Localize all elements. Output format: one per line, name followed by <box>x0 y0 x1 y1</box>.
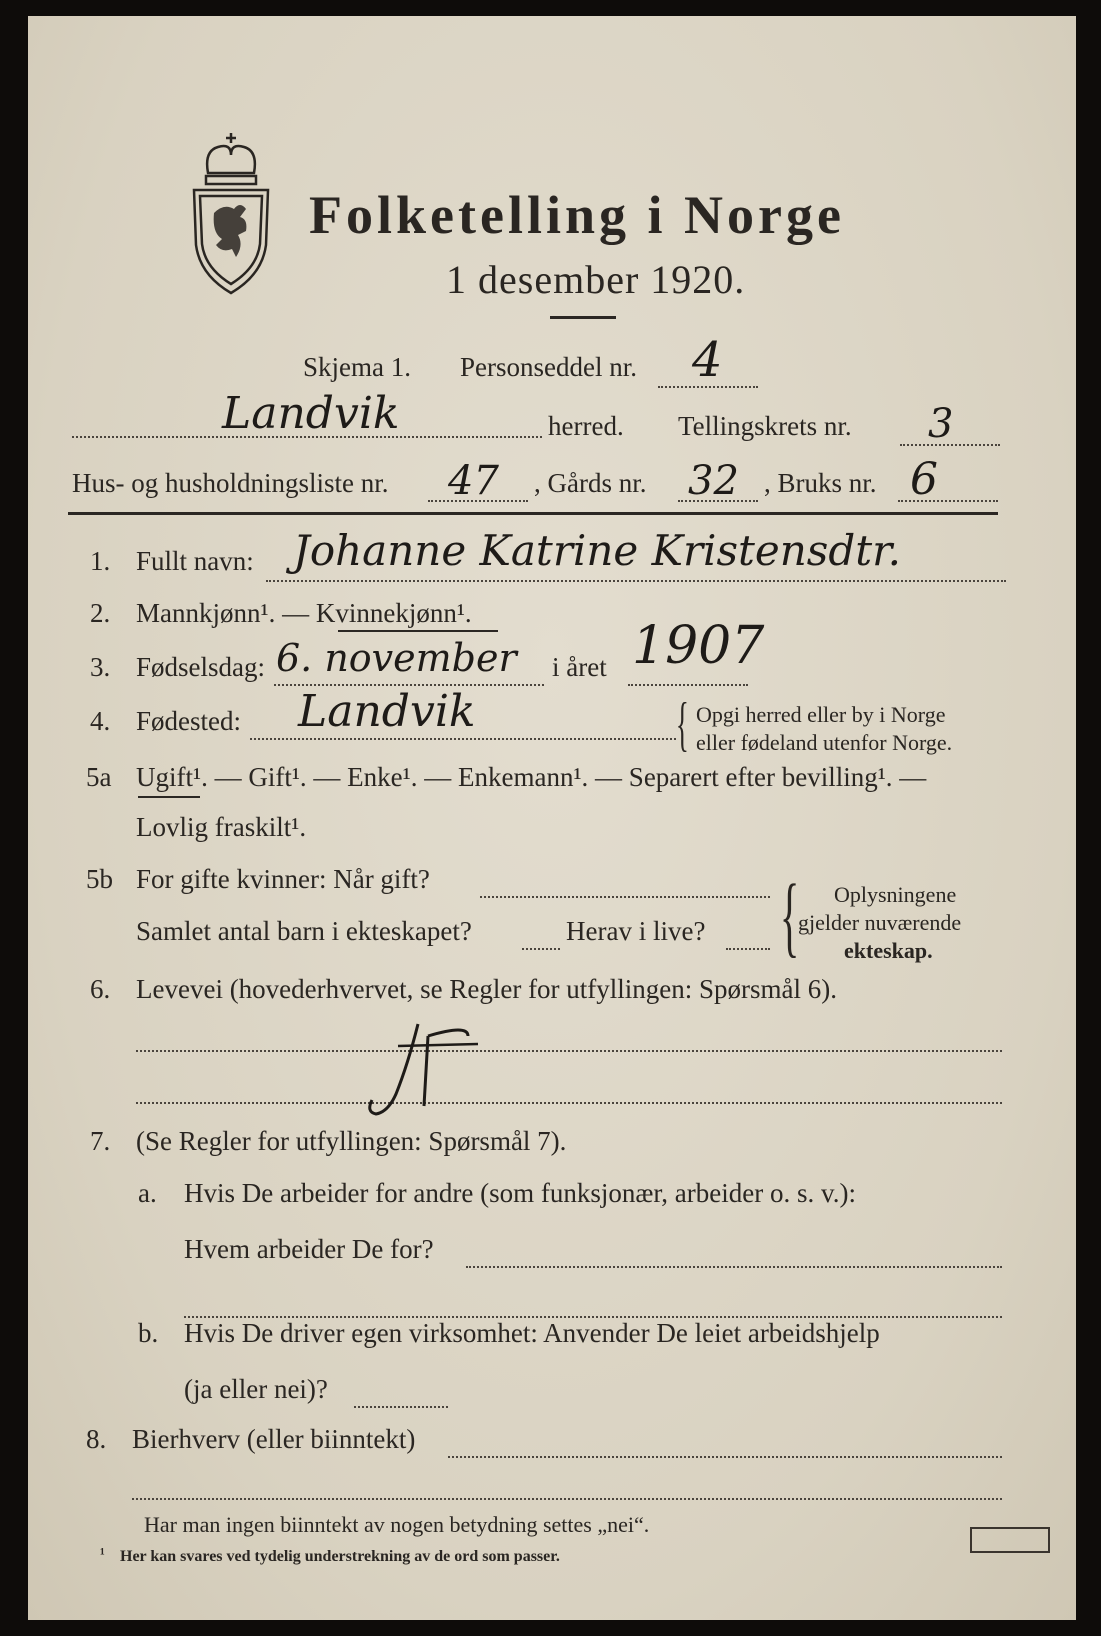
q3-year-label: i året <box>552 652 607 682</box>
norway-coat-of-arms-icon <box>186 128 276 298</box>
q6-label: Levevei (hovederhvervet, se Regler for utfyllingen: Spørsmål 6). <box>136 974 838 1004</box>
footnote-mark: ¹ <box>100 1546 105 1563</box>
herred-label: herred. <box>548 411 624 441</box>
q4-note-line1: Opgi herred eller by i Norge <box>696 702 946 727</box>
tellingskrets-label: Tellingskrets nr. <box>678 411 852 441</box>
q3-value: 6. november <box>276 636 517 680</box>
q4-value: Landvik <box>298 686 476 737</box>
biinntekt-note: Har man ingen biinntekt av nogen betydning settes „nei“. <box>144 1512 650 1537</box>
q4-line <box>250 738 676 740</box>
q3-year-line <box>628 684 748 686</box>
q7a-letter: a. <box>138 1178 157 1208</box>
gards-label: , Gårds nr. <box>534 468 647 498</box>
q5a-number: 5a <box>86 762 112 792</box>
q4-label: Fødested: <box>136 706 241 736</box>
printer-stamp <box>970 1527 1050 1553</box>
footnote: Her kan svares ved tydelig understrekning av de ord som passer. <box>120 1548 560 1565</box>
q2-number: 2. <box>90 598 111 628</box>
q7a-employer-label: Hvem arbeider De for? <box>184 1234 434 1264</box>
q1-label: Fullt navn: <box>136 546 254 576</box>
q5b-brace: { <box>779 867 800 966</box>
q7b-answer-line <box>354 1406 448 1408</box>
q7b-question: Hvis De driver egen virksomhet: Anvender De leiet arbeidshjelp <box>184 1318 880 1348</box>
tellingskrets-value: 3 <box>928 401 954 447</box>
q7a-employer-line1 <box>466 1266 1002 1268</box>
bruks-label: , Bruks nr. <box>764 468 877 498</box>
q5b-alive-line <box>726 948 770 950</box>
q5a-options-cont: Lovlig fraskilt¹. <box>136 812 307 842</box>
q4-number: 4. <box>90 706 111 736</box>
q5a-options: Ugift¹. — Gift¹. — Enke¹. — Enkemann¹. — Separert efter bevilling¹. — <box>136 762 927 792</box>
q5b-children-total: Samlet antal barn i ekteskapet? <box>136 916 472 946</box>
q2-label: Mannkjønn¹. — Kvinnekjønn¹. <box>136 598 472 628</box>
q1-number: 1. <box>90 546 111 576</box>
q4-brace: { <box>675 691 689 757</box>
personseddel-label: Personseddel nr. <box>460 352 637 382</box>
q8-line1 <box>448 1456 1002 1458</box>
q7-label: (Se Regler for utfyllingen: Spørsmål 7). <box>136 1126 567 1156</box>
q8-line2 <box>132 1498 1002 1500</box>
q5b-note-line2: gjelder nuværende <box>798 910 962 935</box>
q8-label: Bierhverv (eller biinntekt) <box>132 1424 416 1454</box>
q7a-question: Hvis De arbeider for andre (som funksjonær, arbeider o. s. v.): <box>184 1178 856 1208</box>
herred-value: Landvik <box>222 388 400 439</box>
census-form <box>28 16 1076 1620</box>
q5b-married-when: For gifte kvinner: Når gift? <box>136 864 430 894</box>
q4-note-line2: eller fødeland utenfor Norge. <box>696 730 953 755</box>
q7-number: 7. <box>90 1126 111 1156</box>
q6-number: 6. <box>90 974 111 1004</box>
skjema-label: Skjema 1. <box>303 352 411 382</box>
husliste-value: 47 <box>448 458 499 504</box>
q3-number: 3. <box>90 652 111 682</box>
q6-line1 <box>136 1050 1002 1052</box>
header-rule <box>68 512 998 515</box>
form-title: Folketelling i Norge <box>309 185 845 245</box>
q1-line <box>266 580 1006 582</box>
q3-year-value: 1907 <box>632 616 765 676</box>
q3-label: Fødselsdag: <box>136 652 266 682</box>
q6-line2 <box>136 1102 1002 1104</box>
q6-handwritten-mark <box>358 1016 488 1126</box>
q5b-married-line <box>480 896 770 898</box>
q5b-note-line3: ekteskap. <box>844 938 933 963</box>
q8-number: 8. <box>86 1424 107 1454</box>
husliste-label: Hus- og husholdningsliste nr. <box>72 468 389 498</box>
q1-value: Johanne Katrine Kristensdtr. <box>293 526 901 575</box>
title-divider <box>550 316 616 319</box>
q5b-number: 5b <box>86 864 113 894</box>
bruks-value: 6 <box>910 454 938 505</box>
q7b-letter: b. <box>138 1318 159 1348</box>
q5b-children-alive: Herav i live? <box>566 916 706 946</box>
q5a-underline <box>138 796 200 798</box>
q5b-children-line <box>522 948 560 950</box>
form-date: 1 desember 1920. <box>446 257 746 302</box>
q2-underline <box>338 630 498 632</box>
personseddel-value: 4 <box>692 332 723 388</box>
q5b-note-line1: Oplysningene <box>834 882 957 907</box>
q7b-answer-label: (ja eller nei)? <box>184 1374 328 1404</box>
gards-value: 32 <box>688 458 739 504</box>
